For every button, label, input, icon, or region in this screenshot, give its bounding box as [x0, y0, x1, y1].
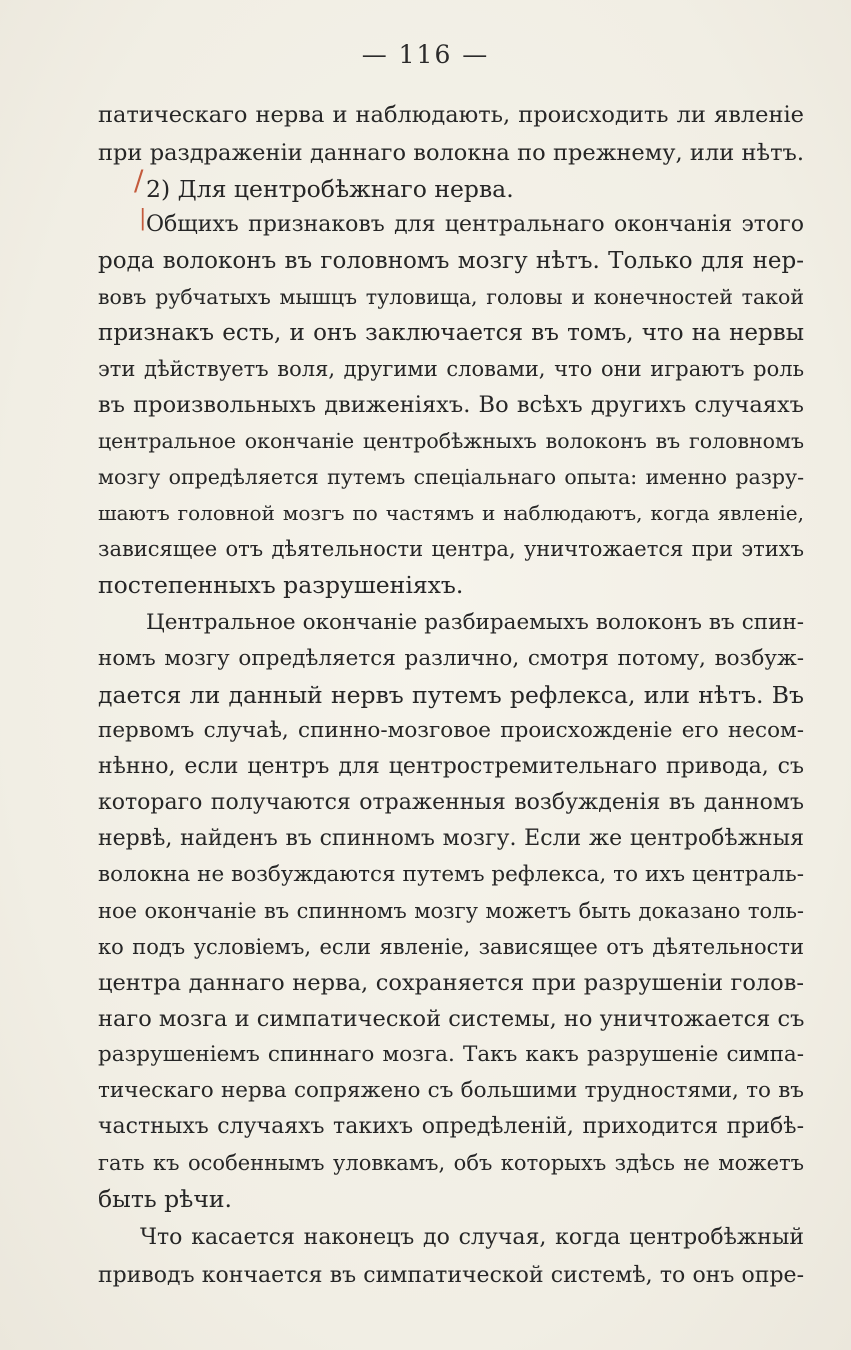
text-line: наго мозга и симпатической системы, но уничтожается съ [98, 1006, 804, 1032]
text-line: признакъ есть, и онъ заключается въ томъ, что на нервы [98, 320, 804, 346]
text-line: котораго получаются отраженныя возбужденія въ данномъ [98, 790, 804, 815]
text-line: нервѣ, найденъ въ спинномъ мозгу. Если же центробѣжныя [98, 826, 804, 851]
text-line: въ произвольныхъ движеніяхъ. Во всѣхъ другихъ случаяхъ [98, 392, 804, 418]
text-line: вовъ рубчатыхъ мышцъ туловища, головы и конечностей такой [98, 285, 804, 309]
text-line: дается ли данный нервъ путемъ рефлекса, или нѣтъ. Въ [98, 681, 804, 709]
text-line: разрушеніемъ спиннаго мозга. Такъ какъ разрушеніе симпа- [98, 1042, 804, 1067]
page-number: — 116 — [361, 40, 490, 69]
text-line: мозгу опредѣляется путемъ спеціальнаго опыта: именно разру- [98, 465, 804, 489]
text-line: ное окончаніе въ спинномъ мозгу можетъ быть доказано толь- [98, 899, 804, 923]
text-line: центра даннаго нерва, сохраняется при разрушеніи голов- [98, 970, 804, 996]
text-line: рода волоконъ въ головномъ мозгу нѣтъ. Только для нер- [98, 248, 804, 274]
text-line: шаютъ головной мозгъ по частямъ и наблюдаютъ, когда явленіе, [98, 501, 804, 525]
text-line: тическаго нерва сопряжено съ большими трудностями, то въ [98, 1078, 804, 1103]
text-line: волокна не возбуждаются путемъ рефлекса, то ихъ централь- [98, 862, 804, 887]
text-line: 2) Для центробѣжнаго нерва. [146, 175, 514, 203]
text-line: Центральное окончаніе разбираемыхъ волоконъ въ спин- [146, 610, 804, 635]
pencil-mark-1: / [134, 164, 144, 197]
text-line: номъ мозгу опредѣляется различно, смотря потому, возбуж- [98, 646, 804, 671]
text-line: патическаго нерва и наблюдають, происходить ли явленіе [98, 102, 804, 128]
text-line: ко подъ условіемъ, если явленіе, зависящее отъ дѣятельности [98, 935, 804, 959]
text-line: приводъ кончается въ симпатической системѣ, то онъ опре- [98, 1263, 804, 1288]
text-line: Общихъ признаковъ для центральнаго окончанія этого [146, 212, 804, 237]
text-line: при раздраженіи даннаго волокна по прежнему, или нѣтъ. [98, 140, 804, 166]
text-line: первомъ случаѣ, спинно-мозговое происхожденіе его несом- [98, 718, 804, 743]
text-line: нѣнно, если центръ для центростремительнаго привода, съ [98, 754, 804, 779]
text-line: центральное окончаніе центробѣжныхъ волоконъ въ головномъ [98, 429, 804, 453]
text-line: быть рѣчи. [98, 1185, 233, 1213]
text-line: зависящее отъ дѣятельности центра, уничтожается при этихъ [98, 537, 804, 561]
pencil-mark-2: | [139, 206, 147, 231]
text-line: гать къ особеннымъ уловкамъ, объ которыхъ здѣсь не можетъ [98, 1151, 804, 1175]
text-line: Что касается наконецъ до случая, когда центробѣжный [140, 1225, 804, 1250]
text-line: постепенныхъ разрушеніяхъ. [98, 571, 464, 599]
text-line: эти дѣйствуетъ воля, другими словами, что они играютъ роль [98, 357, 804, 381]
text-line: частныхъ случаяхъ такихъ опредѣленій, приходится прибѣ- [98, 1114, 804, 1139]
